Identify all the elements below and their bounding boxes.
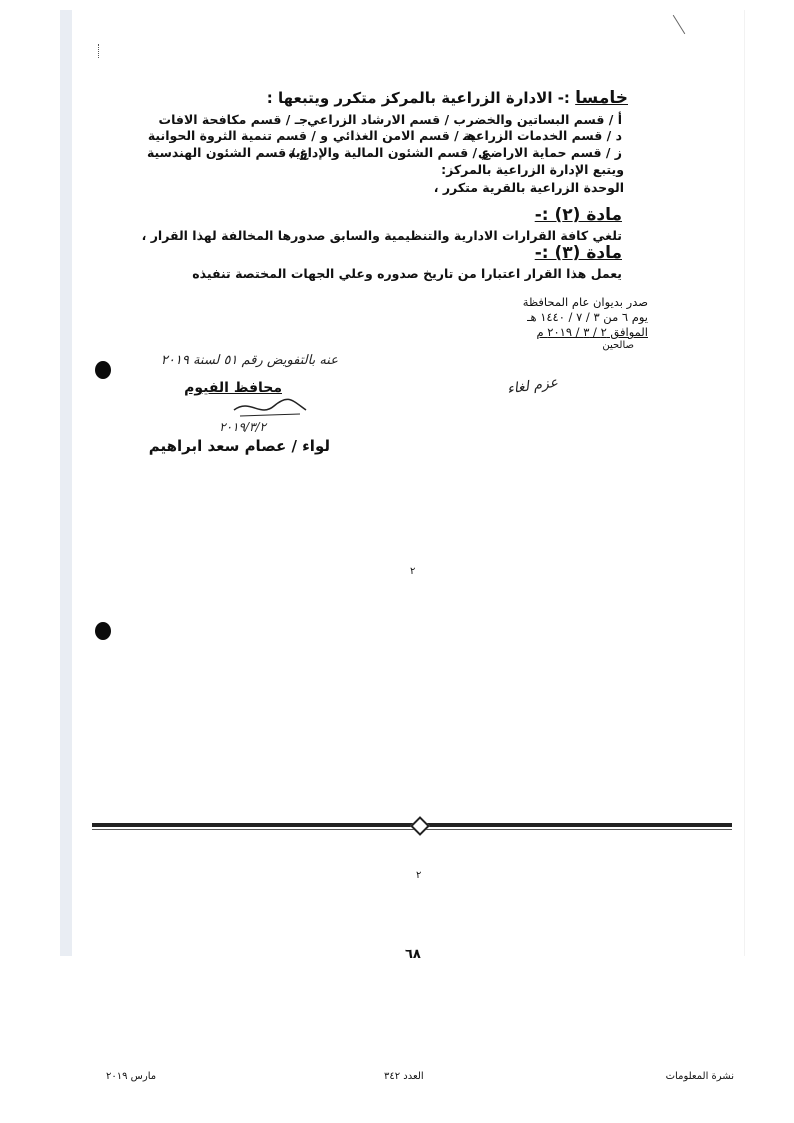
section5-item-a: أ / قسم البساتين والخضر [466,112,622,127]
signature-date: ٢٠١٩/٣/٢ [219,420,266,434]
section5-item-g: ز / قسم حماية الاراضي [477,145,622,160]
footer-issue: العدد ٣٤٢ [384,1071,424,1082]
signature-scribble-icon [230,396,310,420]
article3-heading: مادة (٣) :- [534,243,622,263]
article3-text: يعمل هذا القرار اعتبارا من تاريخ صدوره وعلي الجهات المختصة تنفيذه [192,266,622,281]
section5-item-e: هـ / قسم الامن الغذائي [332,128,476,143]
issued-line-1: صدر بديوان عام المحافظة [522,295,648,309]
article2-text: تلغي كافة القرارات الادارية والتنظيمية والسابق صدورها المخالفة لهذا القرار ، [141,228,622,243]
section5-item-b: ب / قسم الارشاد الزراعي [307,112,466,127]
section5-heading-label: خامسا [575,88,628,108]
section5-item-f: و / قسم تنمية الثروة الحوانية [147,128,328,143]
corner-mark [98,44,107,58]
section5-heading-text: :- الادارة الزراعية بالمركز متكرر ويتبعها : [266,89,570,107]
section5-heading [267,88,628,108]
issued-gregorian-date: الموافق ٢ / ٣ / ٢٠١٩ م [536,325,648,339]
section5-followup: ويتبع الإدارة الزراعية بالمركز: [441,162,624,177]
section5-village-unit: الوحدة الزراعية بالقرية متكرر ، [433,180,624,195]
small-mark-1: ٢ [410,566,416,577]
side-scribble: عزم لغاء [506,374,559,398]
section5-item-h: ع / قسم الشئون المالية والإدارية [288,145,490,160]
section5-item-d: د / قسم الخدمات الزراعية [463,128,622,143]
footer-publication: نشرة المعلومات [665,1071,734,1082]
binder-hole-bottom [95,622,111,640]
article2-heading: مادة (٢) :- [534,205,622,225]
binder-hole-top [95,361,111,379]
signature-name: لواء / عصام سعد ابراهيم [148,437,330,455]
small-mark-2: ٢ [416,870,422,881]
section5-item-c: جـ / قسم مكافحة الافات [158,112,308,127]
signature-title: محافظ الفيوم [184,380,282,396]
signature-delegation-note: عنه بالتفويض رقم ٥١ لسنة ٢٠١٩ [160,353,338,368]
issued-approver: صالحين [602,340,634,351]
section-divider-thin [92,829,732,830]
footer-date: مارس ٢٠١٩ [106,1071,157,1082]
page-number: ٦٨ [405,947,421,962]
section5-item-i: غ / قسم الشئون الهندسية [146,145,308,160]
issued-hijri-date: يوم ٦ من ٣ / ٧ / ١٤٤٠ هـ [527,310,648,324]
